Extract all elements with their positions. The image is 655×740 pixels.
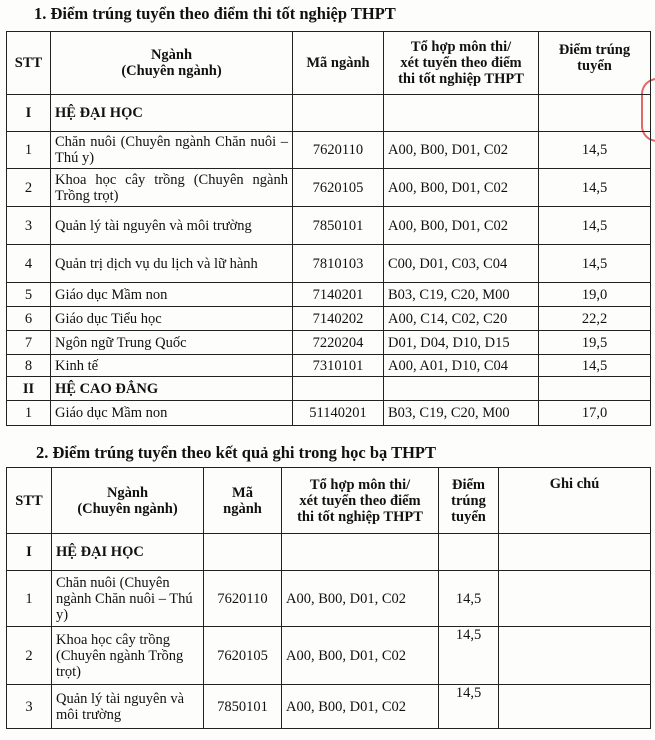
group-row: I HỆ ĐẠI HỌC bbox=[7, 534, 651, 571]
admission-table-transcript bbox=[6, 467, 651, 729]
header-diem: Điểm trúng tuyển bbox=[439, 468, 499, 534]
table-row: 1 Giáo dục Mầm non 51140201 B03, C19, C20, M00 17,0 bbox=[7, 401, 651, 426]
admission-table-exam bbox=[6, 31, 651, 426]
table-row: 8 Kinh tế 7310101 A00, A01, D10, C04 14,5 bbox=[7, 355, 651, 377]
table-header-row bbox=[7, 468, 651, 534]
header-nganh: Ngành (Chuyên ngành) bbox=[51, 32, 293, 95]
table-row: 4 Quản trị dịch vụ du lịch và lữ hành 7810103 C00, D01, C03, C04 14,5 bbox=[7, 245, 651, 283]
header-nganh: Ngành (Chuyên ngành) bbox=[52, 468, 204, 534]
table-row: 1 Chăn nuôi (Chuyên ngành Chăn nuôi – Thú y) 7620110 A00, B00, D01, C02 14,5 bbox=[7, 132, 651, 169]
table-row: 1 Chăn nuôi (Chuyên ngành Chăn nuôi – Thú y) 7620110 A00, B00, D01, C02 14,5 bbox=[7, 571, 651, 627]
table-row: 5 Giáo dục Mầm non 7140201 B03, C19, C20, M00 19,0 bbox=[7, 283, 651, 307]
table-row: 2 Khoa học cây trồng (Chuyên ngành Trồng trọt) 7620105 A00, B00, D01, C02 14,5 bbox=[7, 169, 651, 207]
group-row: I HỆ ĐẠI HỌC bbox=[7, 95, 651, 132]
table-header-row bbox=[7, 32, 651, 95]
table-row: 3 Quản lý tài nguyên và môi trường 7850101 A00, B00, D01, C02 14,5 bbox=[7, 207, 651, 245]
section1-title: 1. Điểm trúng tuyển theo điểm thi tốt nghiệp THPT bbox=[34, 4, 396, 23]
table-row: 6 Giáo dục Tiểu học 7140202 A00, C14, C02, C20 22,2 bbox=[7, 307, 651, 331]
header-ma-nganh: Mã ngành bbox=[204, 468, 282, 534]
table-row: 3 Quản lý tài nguyên và môi trường 7850101 A00, B00, D01, C02 14,5 bbox=[7, 685, 651, 729]
header-ghi-chu: Ghi chú bbox=[499, 468, 651, 534]
group-row: II HỆ CAO ĐẲNG bbox=[7, 377, 651, 401]
table-row: 7 Ngôn ngữ Trung Quốc 7220204 D01, D04, D10, D15 19,5 bbox=[7, 331, 651, 355]
header-stt: STT bbox=[7, 32, 51, 95]
header-to-hop: Tổ hợp môn thi/ xét tuyển theo điểm thi tốt nghiệp THPT bbox=[282, 468, 439, 534]
header-stt: STT bbox=[7, 468, 52, 534]
header-to-hop: Tổ hợp môn thi/ xét tuyển theo điểm thi tốt nghiệp THPT bbox=[384, 32, 539, 95]
section2-title: 2. Điểm trúng tuyển theo kết quả ghi trong học bạ THPT bbox=[36, 443, 437, 462]
header-ma-nganh: Mã ngành bbox=[293, 32, 384, 95]
header-diem: Điểm trúng tuyển bbox=[539, 32, 651, 95]
table-row: 2 Khoa học cây trồng (Chuyên ngành Trồng trọt) 7620105 A00, B00, D01, C02 14,5 bbox=[7, 627, 651, 685]
